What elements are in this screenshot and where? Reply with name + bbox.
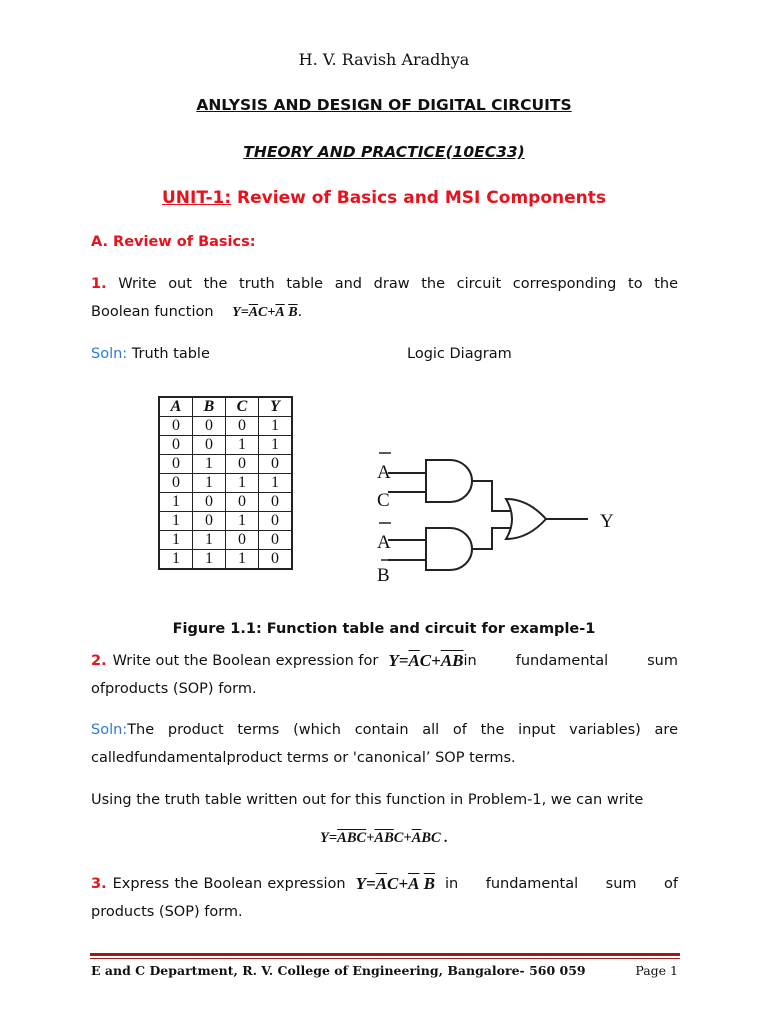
input-label-a-bar-2: A [377,532,391,553]
table-cell: 1 [159,512,193,531]
unit-text: Review of Basics and MSI Components [231,188,606,208]
table-cell: 1 [259,417,293,436]
section-heading: A. Review of Basics: [91,234,256,250]
table-row [159,531,292,550]
table-cell: 0 [159,417,193,436]
truth-table-reference: Using the truth table written out for this function in Problem-1, we can write [91,792,644,808]
question-3-line1 [91,870,678,898]
footer-department: E and C Department, R. V. College of Engineering, Bangalore- 560 059 [91,963,586,978]
question-2-text: Write out the Boolean expression for [112,653,379,669]
question-2-line2: ofproducts (SOP) form. [91,681,257,697]
soln-label: Soln: [91,346,128,362]
header-cell: C [226,397,259,417]
solution-2-line2: calledfundamentalproduct terms or 'canonical’ SOP terms. [91,750,516,766]
header-cell: Y [259,397,293,417]
truth-table-header [159,397,292,417]
question-2-number: 2. [91,653,107,669]
table-cell: 0 [226,493,259,512]
table-row [159,436,292,455]
table-cell: 1 [159,531,193,550]
table-cell: 1 [193,550,226,570]
input-label-a-bar: A [377,462,391,483]
boolean-expression-2: $Y=\overline{A}C+\overline{A}\overline{B}$ [388,651,464,670]
table-cell: 1 [259,436,293,455]
question-1-text: Write out the truth table and draw the circuit corresponding to the [118,276,679,292]
table-cell: 0 [226,531,259,550]
table-cell: 0 [226,417,259,436]
output-label-y: Y [600,511,614,532]
boolean-expression: $Y=\overline{A}C+\overline{A}$ $\overline{B}$ [232,305,298,320]
footer-rule-thin [90,958,680,959]
table-row [159,417,292,436]
question-2-line1 [91,647,678,675]
question-3-line2: products (SOP) form. [91,904,243,920]
table-cell: 1 [226,550,259,570]
table-row [159,550,292,570]
table-cell: 0 [193,417,226,436]
table-cell: 1 [226,474,259,493]
unit-heading [0,188,768,208]
input-label-b-bar: B [377,565,390,586]
table-cell: 0 [259,455,293,474]
table-cell: 0 [193,493,226,512]
table-cell: 0 [259,512,293,531]
question-1-line2: Boolean function $Y=\overline{A}C+\overline{A}$ $\overline{B}$. [91,304,303,320]
input-label-c: C [377,490,390,511]
soln-2-text: The product terms (which contain all of the input variables) are [127,722,678,738]
logic-diagram-label: Logic Diagram [407,346,512,362]
table-cell: 1 [193,531,226,550]
or-gate [506,499,546,539]
table-cell: 0 [159,436,193,455]
table-cell: 1 [259,474,293,493]
table-cell: 0 [226,455,259,474]
table-cell: 1 [193,455,226,474]
solution-2-line1 [91,716,678,744]
truth-table [158,396,293,570]
table-cell: 1 [226,512,259,531]
and-gate-2 [426,528,472,570]
table-cell: 1 [159,493,193,512]
header-cell: A [159,397,193,417]
question-2-text-b: in fundamental sum [463,653,678,669]
sop-expression: $Y=\overline{A}\overline{B}\overline{C}+\overline{A}\overline{B}C+\overline{A}BC$ . [320,830,448,846]
logic-diagram [360,440,640,590]
table-cell: 0 [193,512,226,531]
table-row [159,455,292,474]
unit-label: UNIT-1: [162,188,232,208]
table-cell: 1 [159,550,193,570]
table-cell: 1 [226,436,259,455]
footer-rule [90,953,680,956]
document-subtitle: THEORY AND PRACTICE(10EC33) [243,143,525,161]
question-1-text2: Boolean function [91,304,214,320]
question-3-number: 3. [91,876,107,892]
footer-page-number: Page 1 [635,963,678,978]
boolean-expression-3: $Y=\overline{A}C+\overline{A}$ $\overline{B}$ [355,874,435,893]
table-cell: 0 [259,550,293,570]
solution-1-label [91,340,210,368]
question-1-line1 [91,270,678,298]
document-title: ANLYSIS AND DESIGN OF DIGITAL CIRCUITS [196,96,572,114]
page-header-author: H. V. Ravish Aradhya [298,50,470,69]
table-row [159,493,292,512]
table-row [159,512,292,531]
figure-caption: Figure 1.1: Function table and circuit for example-1 [172,621,596,637]
table-cell: 0 [159,455,193,474]
question-3-text: Express the Boolean expression [112,876,346,892]
question-3-text-b: in fundamental sum of [445,876,678,892]
table-cell: 0 [259,531,293,550]
table-cell: 1 [193,474,226,493]
question-1-number: 1. [91,276,107,292]
table-cell: 0 [259,493,293,512]
table-row [159,474,292,493]
header-cell: B [193,397,226,417]
soln-label-2: Soln: [91,722,128,738]
table-cell: 0 [159,474,193,493]
table-cell: 0 [193,436,226,455]
soln-text: Truth table [127,346,210,362]
and-gate-1 [426,460,472,502]
